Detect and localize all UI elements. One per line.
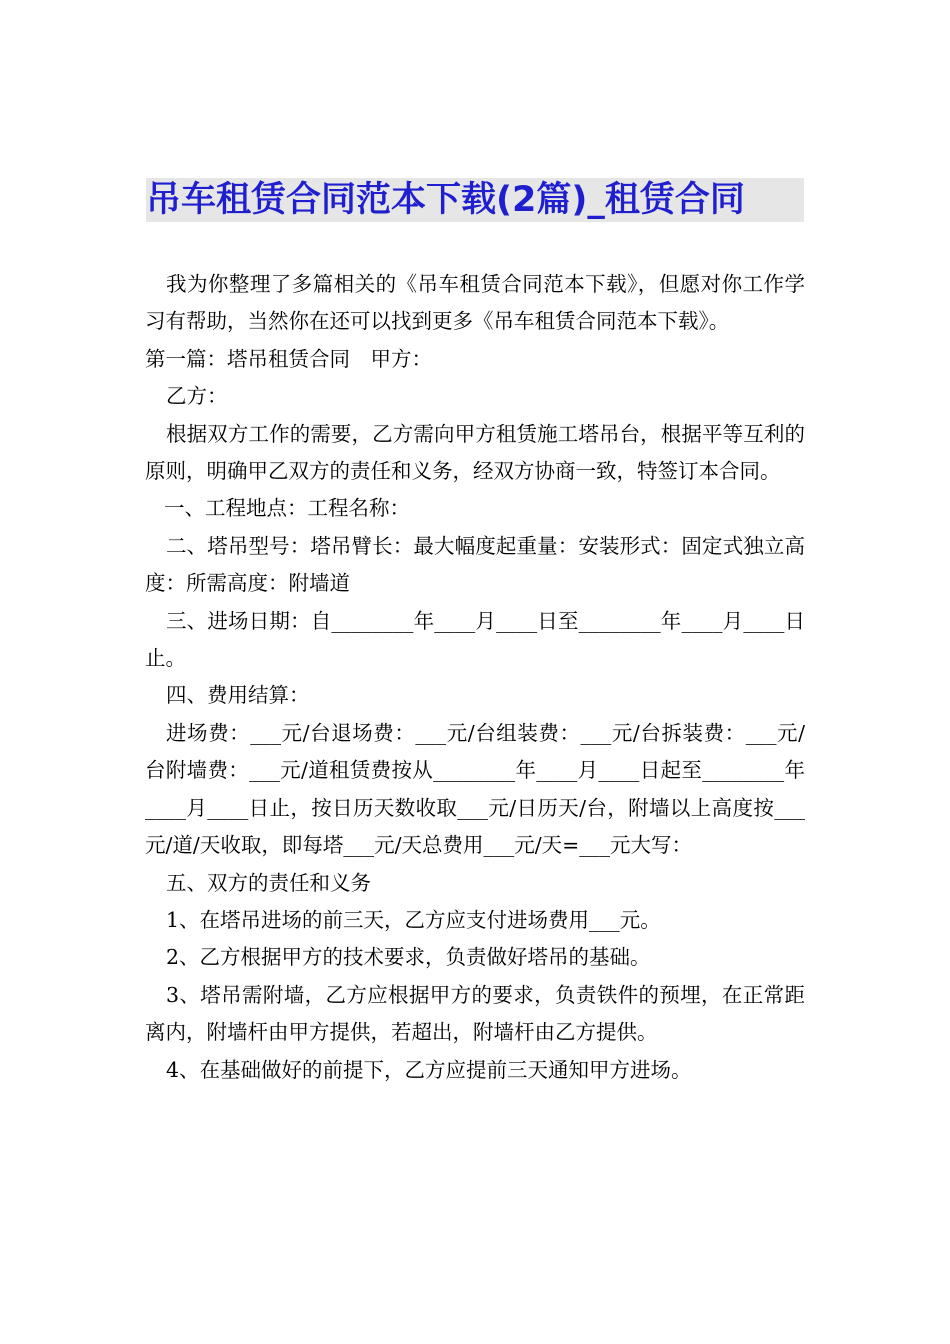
clause-3: 三、进场日期：自________年____月____日至________年____月____日止。: [145, 608, 805, 671]
clause-4: 四、费用结算：: [166, 683, 310, 708]
document-body: [145, 266, 805, 1089]
title-highlight: [146, 178, 804, 222]
duty-4: 4、在基础做好的前提下，乙方应提前三天通知甲方进场。: [166, 1057, 692, 1082]
duty-2: 2、乙方根据甲方的技术要求，负责做好塔吊的基础。: [166, 945, 651, 970]
clause-5: 五、双方的责任和义务: [166, 870, 371, 895]
duty-1: 1、在塔吊进场的前三天，乙方应支付进场费用___元。: [166, 907, 661, 932]
clause-2: 二、塔吊型号：塔吊臂长：最大幅度起重量：安装形式：固定式独立高度：所需高度：附墙道: [145, 533, 805, 596]
clause-1: 一、工程地点：工程名称：: [164, 496, 410, 521]
intro-paragraph: 我为你整理了多篇相关的《吊车租赁合同范本下载》，但愿对你工作学习有帮助，当然你在还可以找到更多《吊车租赁合同范本下载》。: [145, 272, 805, 334]
fee-paragraph: 进场费：___元/台退场费：___元/台组装费：___元/台拆装费：___元/台附墙费：___元/道租赁费按从________年____月____日起至________年____月____日止，按日历天数收取___元/日历天/台，附墙以上高度按___元/道/天收取，即每塔___元/天总费用___元/天=___元大写：: [145, 720, 805, 858]
section-heading: 第一篇：塔吊租赁合同 甲方：: [145, 346, 432, 371]
preamble-paragraph: 根据双方工作的需要，乙方需向甲方租赁施工塔吊台，根据平等互利的原则，明确甲乙双方的责任和义务，经双方协商一致，特签订本合同。: [145, 421, 805, 484]
document-title: 吊车租赁合同范本下载(2篇)_租赁合同: [146, 180, 745, 220]
duty-3: 3、塔吊需附墙，乙方应根据甲方的要求，负责铁件的预埋，在正常距离内，附墙杆由甲方提供，若超出，附墙杆由乙方提供。: [145, 982, 805, 1045]
party-b-line: 乙方：: [166, 384, 228, 409]
